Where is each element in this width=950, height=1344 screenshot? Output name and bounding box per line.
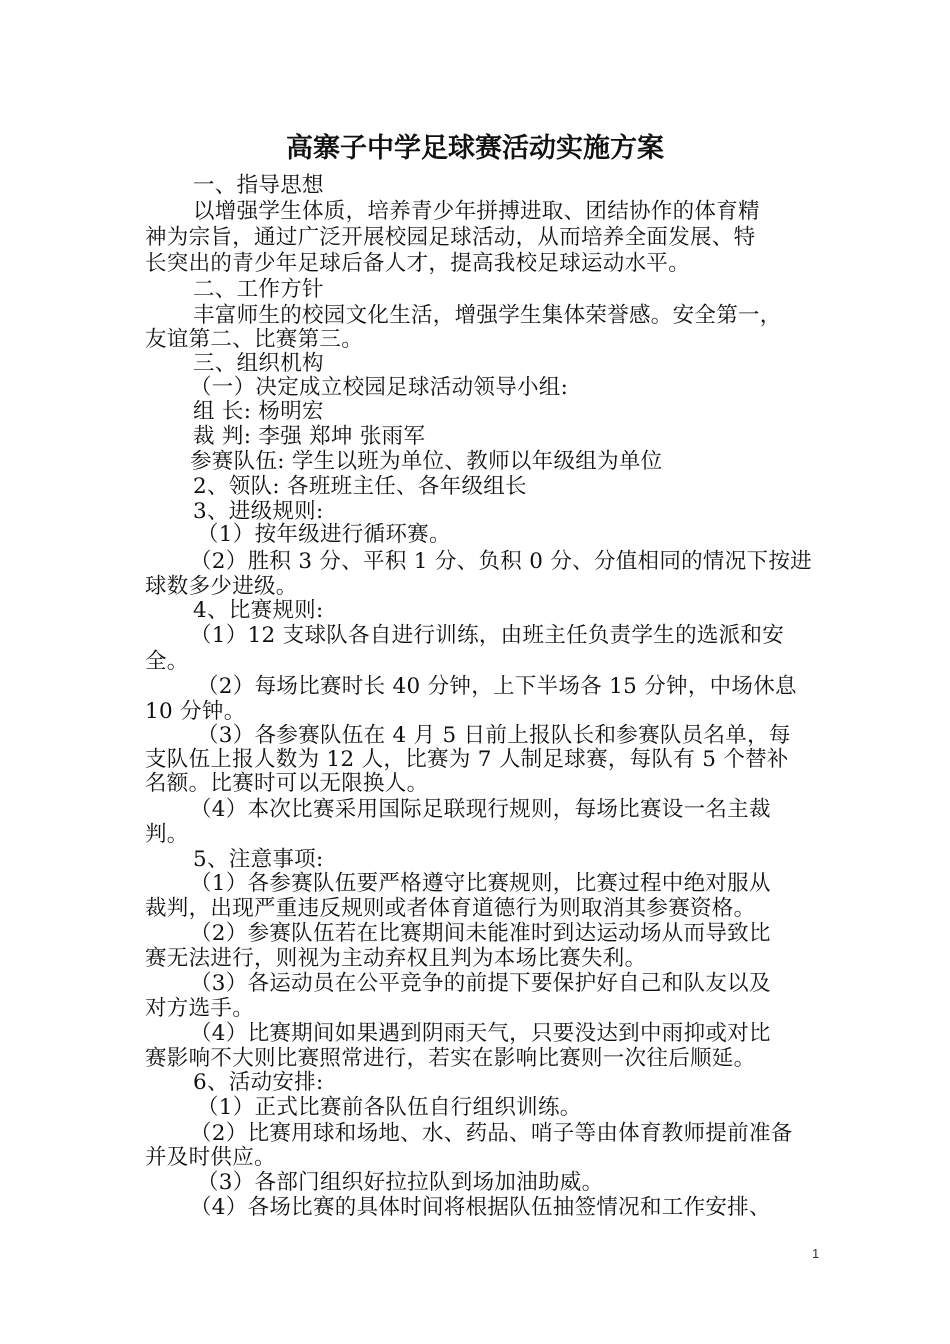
body-line: 2、领队: 各班班主任、各年级组长: [193, 474, 527, 499]
body-line: 判。: [145, 822, 189, 847]
body-line: 对方选手。: [145, 996, 255, 1021]
body-line: 丰富师生的校园文化生活，增强学生集体荣誉感。安全第一，: [193, 303, 782, 328]
body-line: 一、指导思想: [193, 173, 324, 198]
body-line: （2）每场比赛时长 40 分钟，上下半场各 15 分钟，中场休息: [197, 674, 797, 699]
body-line: 神为宗旨，通过广泛开展校园足球活动，从而培养全面发展、特: [145, 225, 756, 250]
document-title: 高寨子中学足球赛活动实施方案: [286, 133, 664, 164]
body-line: 参赛队伍: 学生以班为单位、教师以年级组为单位: [190, 449, 663, 474]
body-line: （2）比赛用球和场地、水、药品、哨子等由体育教师提前准备: [190, 1121, 793, 1146]
body-line: 支队伍上报人数为 12 人，比赛为 7 人制足球赛，每队有 5 个替补: [145, 747, 789, 772]
body-line: 组 长: 杨明宏: [193, 399, 324, 424]
body-line: 名额。比赛时可以无限换人。: [145, 771, 429, 796]
body-line: 二、工作方针: [193, 277, 324, 302]
body-line: 赛影响不大则比赛照常进行，若实在影响比赛则一次往后顺延。: [145, 1046, 756, 1071]
body-line: （2）胜积 3 分、平积 1 分、负积 0 分、分值相同的情况下按进: [190, 549, 812, 574]
body-line: 三、组织机构: [193, 351, 324, 376]
body-line: （1）各参赛队伍要严格遵守比赛规则，比赛过程中绝对服从: [190, 871, 771, 896]
body-line: （3）各参赛队伍在 4 月 5 日前上报队长和参赛队员名单，每: [197, 723, 791, 748]
body-line: （4）比赛期间如果遇到阴雨天气，只要没达到中雨抑或对比: [190, 1021, 771, 1046]
body-line: （3）各部门组织好拉拉队到场加油助威。: [197, 1170, 604, 1195]
body-line: 赛无法进行，则视为主动弃权且判为本场比赛失利。: [145, 946, 647, 971]
body-line: 友谊第二、比赛第三。: [145, 327, 364, 352]
body-line: 并及时供应。: [145, 1145, 276, 1170]
body-line: 全。: [145, 649, 189, 674]
body-line: （1）按年级进行循环赛。: [197, 522, 451, 547]
body-line: （3）各运动员在公平竞争的前提下要保护好自己和队友以及: [190, 971, 771, 996]
body-line: 5、注意事项:: [193, 847, 324, 872]
body-line: （一）决定成立校园足球活动领导小组:: [190, 375, 569, 400]
body-line: （4）本次比赛采用国际足联现行规则，每场比赛设一名主裁: [190, 797, 771, 822]
body-line: 长突出的青少年足球后备人才，提高我校足球运动水平。: [145, 251, 691, 276]
body-line: 裁判，出现严重违反规则或者体育道德行为则取消其参赛资格。: [145, 896, 756, 921]
page-number: 1: [812, 1246, 820, 1261]
body-line: 10 分钟。: [145, 699, 246, 724]
body-line: （2）参赛队伍若在比赛期间未能准时到达运动场从而导致比: [190, 921, 771, 946]
body-line: （1）正式比赛前各队伍自行组织训练。: [197, 1095, 582, 1120]
body-line: 6、活动安排:: [193, 1070, 324, 1095]
body-line: 裁 判: 李强 郑坤 张雨军: [193, 424, 426, 449]
body-line: （4）各场比赛的具体时间将根据队伍抽签情况和工作安排、: [190, 1195, 771, 1220]
body-line: 4、比赛规则:: [193, 598, 324, 623]
body-line: 3、进级规则:: [193, 499, 324, 524]
body-line: 球数多少进级。: [145, 574, 298, 599]
body-line: 以增强学生体质，培养青少年拼搏进取、团结协作的体育精: [193, 199, 760, 224]
body-line: （1）12 支球队各自进行训练，由班主任负责学生的选派和安: [190, 623, 785, 648]
